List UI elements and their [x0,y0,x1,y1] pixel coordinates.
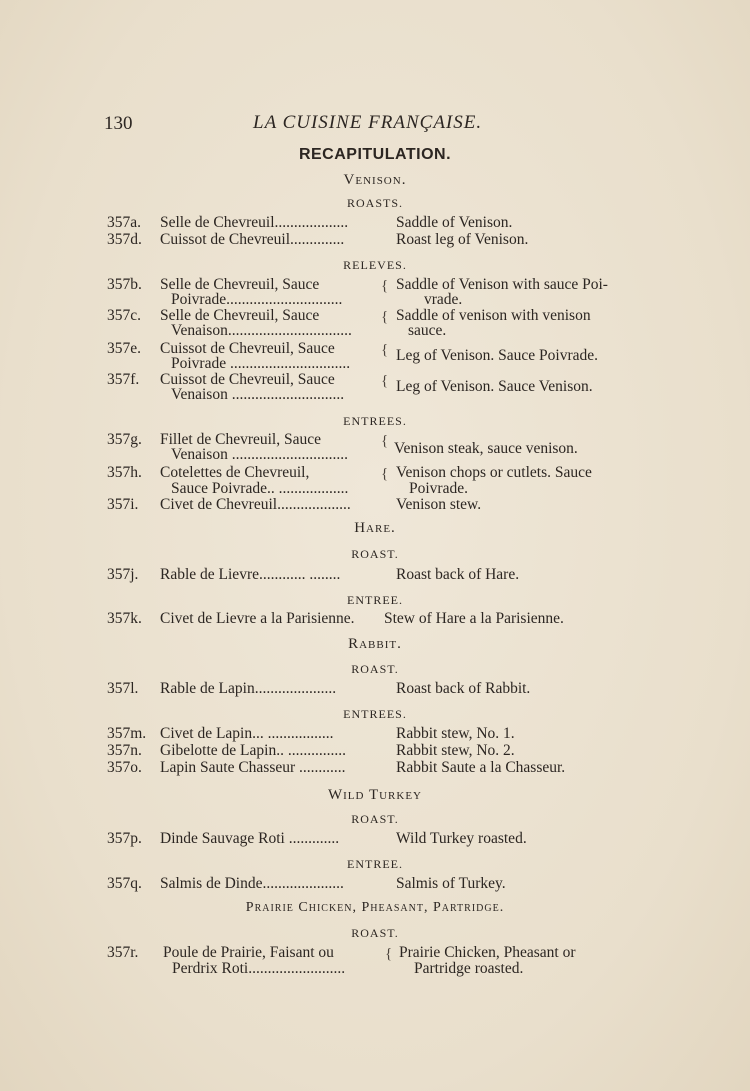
french-name: Rable de Lievre............ ........ [160,566,341,583]
french-name: Cuissot de Chevreuil, Sauce [160,371,335,388]
recipe-row [0,371,750,407]
english-name-cont: Partridge roasted. [414,960,524,977]
subheading-entree: ENTREE. [347,593,403,607]
subheading-roast: ROAST. [351,662,399,676]
recipe-row [0,944,750,980]
recipe-number: 357j. [107,566,139,583]
french-name: Rable de Lapin..................... [160,680,337,697]
french-name: Selle de Chevreuil, Sauce [160,307,320,324]
english-name: Stew of Hare a la Parisienne. [384,610,564,627]
french-name: Dinde Sauvage Roti ............. [160,830,340,847]
brace-icon: { [385,946,393,962]
recipe-row [0,610,750,630]
french-name: Civet de Chevreuil................... [160,496,351,513]
french-name-cont: Venaison ............................. [171,386,345,403]
french-name-cont: Venaison .............................. [171,446,348,463]
subheading-roast: ROAST. [351,812,399,826]
french-name: Selle de Chevreuil................... [160,214,349,231]
subheading-entrees: ENTREES. [343,707,407,721]
french-name: Lapin Saute Chasseur ............ [160,759,346,776]
french-name-cont: Perdrix Roti......................... [172,960,346,977]
french-name: Cuissot de Chevreuil.............. [160,231,345,248]
brace-icon: { [381,466,389,482]
brace-icon: { [381,278,389,294]
section-heading-rabbit: Rabbit. [348,636,402,652]
french-name: Poule de Prairie, Faisant ou [163,944,334,961]
recipe-number: 357n. [107,742,142,759]
recipe-row [0,830,750,850]
brace-icon: { [381,342,389,358]
page-title: RECAPITULATION. [298,146,452,163]
english-name: Saddle of Venison. [396,214,513,231]
recipe-number: 357b. [107,276,142,293]
subheading-entree: ENTREE. [347,857,403,871]
english-name: Rabbit stew, No. 1. [396,725,515,742]
recipe-number: 357r. [107,944,139,961]
english-name: Roast back of Rabbit. [396,680,531,697]
french-name: Civet de Lievre a la Parisienne. [160,610,355,627]
english-name: Roast back of Hare. [396,566,520,583]
recipe-number: 357o. [107,759,142,776]
english-name: Saddle of Venison with sauce Poi- [396,276,608,293]
english-name: Wild Turkey roasted. [396,830,527,847]
recipe-number: 357l. [107,680,139,697]
recipe-row [0,496,750,516]
english-name: Venison chops or cutlets. Sauce [396,464,592,481]
section-heading-prairie-chicken: Prairie Chicken, Pheasant, Partridge. [245,900,505,915]
english-name: Leg of Venison. Sauce Poivrade. [396,347,599,364]
recipe-row [0,680,750,700]
english-name: Salmis of Turkey. [396,875,506,892]
recipe-number: 357q. [107,875,142,892]
french-name-cont: Venaison................................ [171,322,352,339]
french-name: Selle de Chevreuil, Sauce [160,276,320,293]
recipe-row [0,307,750,343]
subheading-entrees: ENTREES. [343,414,407,428]
french-name: Cotelettes de Chevreuil, [160,464,310,481]
english-name: Venison steak, sauce venison. [394,440,578,457]
section-heading-hare: Hare. [354,520,396,536]
recipe-row [0,875,750,895]
english-name: Prairie Chicken, Pheasant or [399,944,576,961]
french-name-cont: Poivrade ............................... [171,355,351,372]
recipe-number: 357g. [107,431,142,448]
recipe-number: 357f. [107,371,140,388]
section-heading-wild-turkey: Wild Turkey [327,787,422,803]
recipe-number: 357h. [107,464,142,481]
english-name: Roast leg of Venison. [396,231,529,248]
recipe-number: 357d. [107,231,142,248]
french-name: Cuissot de Chevreuil, Sauce [160,340,335,357]
recipe-row [0,231,750,251]
brace-icon: { [381,373,389,389]
english-name-cont: vrade. [424,291,463,308]
subheading-roast: ROAST. [351,926,399,940]
english-name: Venison stew. [396,496,482,513]
french-name: Gibelotte de Lapin.. ............... [160,742,346,759]
running-title: LA CUISINE FRANÇAISE. [253,112,483,133]
brace-icon: { [381,433,389,449]
french-name-cont: Sauce Poivrade.. .................. [171,480,349,497]
recipe-number: 357c. [107,307,142,324]
brace-icon: { [381,309,389,325]
recipe-row [0,464,750,500]
subheading-releves: RELEVES. [343,258,407,272]
recipe-number: 357i. [107,496,139,513]
recipe-row [0,759,750,779]
english-name: Rabbit Saute a la Chasseur. [396,759,566,776]
french-name: Salmis de Dinde..................... [160,875,344,892]
recipe-number: 357e. [107,340,142,357]
recipe-number: 357m. [107,725,147,742]
section-heading-venison: Venison. [343,172,407,188]
subheading-roast: ROAST. [351,547,399,561]
english-name: Leg of Venison. Sauce Venison. [396,378,593,395]
recipe-number: 357k. [107,610,142,627]
english-name-cont: sauce. [408,322,447,339]
french-name: Civet de Lapin... ................. [160,725,334,742]
english-name: Rabbit stew, No. 2. [396,742,515,759]
english-name-cont: Poivrade. [409,480,468,497]
recipe-number: 357p. [107,830,142,847]
recipe-row [0,566,750,586]
recipe-number: 357a. [107,214,142,231]
english-name: Saddle of venison with venison [396,307,591,324]
page-number: 130 [104,113,133,134]
french-name: Fillet de Chevreuil, Sauce [160,431,321,448]
recipe-row [0,431,750,467]
french-name-cont: Poivrade.............................. [171,291,343,308]
subheading-roasts: ROASTS. [346,196,403,210]
